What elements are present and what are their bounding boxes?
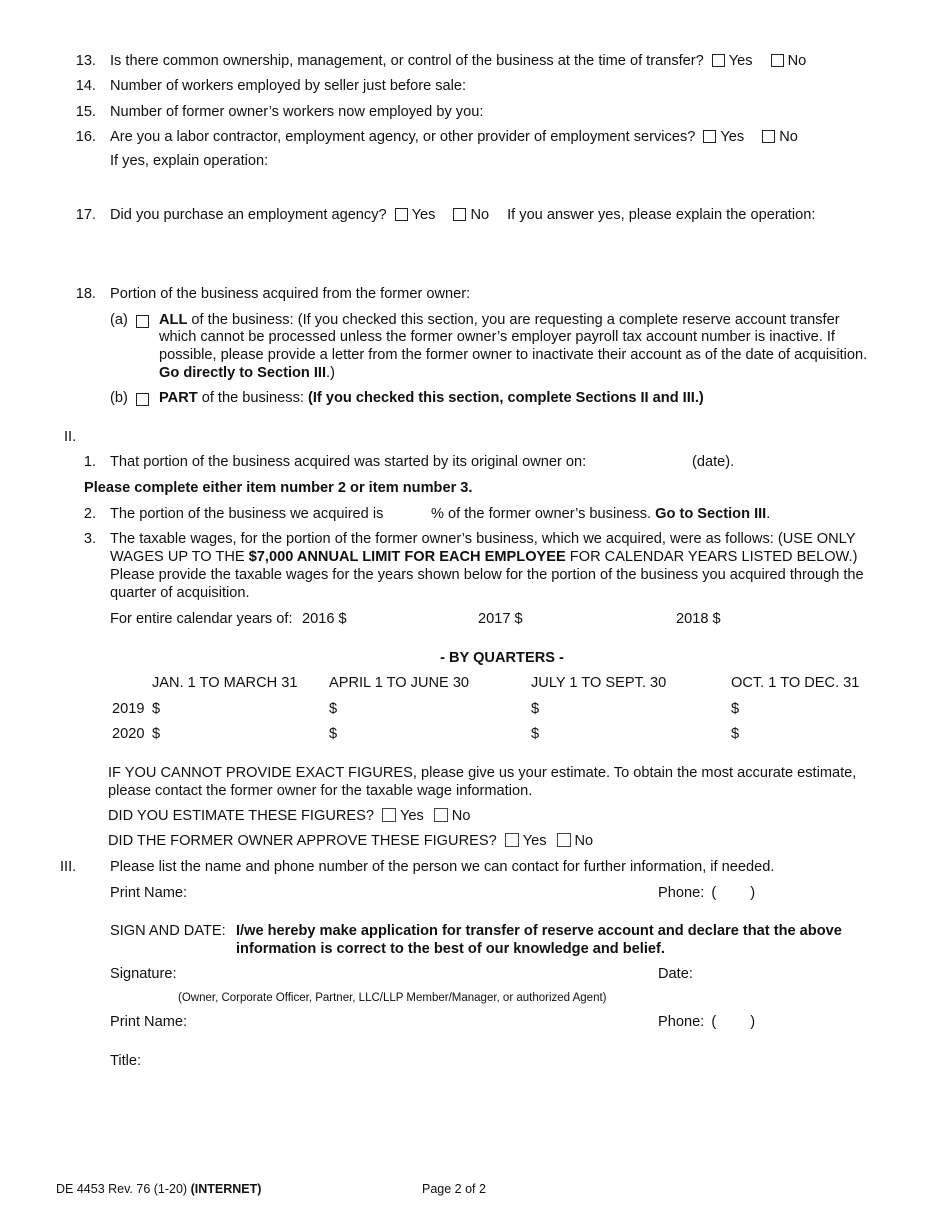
approve-no-checkbox[interactable] <box>557 833 571 847</box>
quarter-header-3: JULY 1 TO SEPT. 30 <box>531 675 667 691</box>
quarter-cell: $ <box>152 726 161 742</box>
q13-row <box>110 53 806 70</box>
quarter-row-year: 2019 <box>112 701 145 717</box>
q17-yes-checkbox[interactable] <box>395 208 408 221</box>
signature-label: Signature: <box>110 966 177 982</box>
s2-item2-text-a: The portion of the business we acquired is <box>110 506 384 522</box>
s2-item1-number: 1. <box>83 454 96 470</box>
approve-question-row <box>108 833 593 850</box>
s2-item3-line4: quarter of acquisition. <box>110 585 250 601</box>
q18b-instruction: (If you checked this section, complete Sections II and III.) <box>308 390 704 406</box>
q18a-line1 <box>159 312 840 329</box>
approve-question-text: DID THE FORMER OWNER APPROVE THESE FIGURES? <box>108 833 497 849</box>
q18a-line4 <box>159 365 335 382</box>
q13-number: 13. <box>75 53 96 69</box>
q18a-line1-text: of the business: (If you checked this section, you are requesting a complete reserve account transfer <box>187 312 840 328</box>
quarter-header-2: APRIL 1 TO JUNE 30 <box>329 675 470 691</box>
quarter-header-1: JAN. 1 TO MARCH 31 <box>152 675 298 691</box>
s2-item1-date-label: (date). <box>692 454 735 470</box>
quarter-cell: $ <box>329 726 338 742</box>
quarter-cell: $ <box>152 701 161 717</box>
q16-yes-label: Yes <box>720 129 745 145</box>
estimate-yes-label: Yes <box>399 808 424 824</box>
q17-text: Did you purchase an employment agency? <box>110 207 387 223</box>
section3-text: Please list the name and phone number of the person we can contact for further information, if needed. <box>110 859 775 875</box>
contact-print-name-label: Print Name: <box>110 885 188 901</box>
q16-no-checkbox[interactable] <box>762 130 775 143</box>
q18-text: Portion of the business acquired from the former owner: <box>110 286 471 302</box>
title-label: Title: <box>110 1053 142 1069</box>
calendar-label: For entire calendar years of: <box>110 611 293 627</box>
quarters-title: - BY QUARTERS - <box>440 650 564 666</box>
sign-declaration-line1: I/we hereby make application for transfer of reserve account and declare that the above <box>236 923 842 939</box>
s2-item3-line2-a: WAGES UP TO THE <box>110 549 249 565</box>
estimate-no-label: No <box>451 808 471 824</box>
q18b-text: of the business: <box>197 390 308 406</box>
signer-phone-paren-open: ( <box>711 1014 717 1030</box>
q17-no-checkbox[interactable] <box>453 208 466 221</box>
signer-print-name-label: Print Name: <box>110 1014 188 1030</box>
sign-date-label: SIGN AND DATE: <box>110 923 226 939</box>
quarter-cell: $ <box>531 726 540 742</box>
q18a-go-section3: Go directly to Section III <box>159 365 327 381</box>
quarter-row-year: 2020 <box>112 726 145 742</box>
contact-phone-paren-close: ) <box>750 885 756 901</box>
q16-no-label: No <box>779 129 798 145</box>
s2-item2-go-section3: Go to Section III <box>655 506 767 522</box>
approve-yes-checkbox[interactable] <box>505 833 519 847</box>
q18a-line3: possible, please provide a letter from the former owner to inactivate their account as of the date of acquisition. <box>159 347 868 363</box>
section2-heading: II. <box>64 429 77 445</box>
calendar-2017: 2017 $ <box>478 611 523 627</box>
q13-no-checkbox[interactable] <box>771 54 784 67</box>
q13-no-label: No <box>787 53 807 69</box>
q14-text: Number of workers employed by seller just before sale: <box>110 78 467 94</box>
estimate-yes-checkbox[interactable] <box>382 808 396 822</box>
approve-yes-label: Yes <box>522 833 547 849</box>
calendar-2018: 2018 $ <box>676 611 721 627</box>
q17-row <box>110 207 815 224</box>
q16-text: Are you a labor contractor, employment agency, or other provider of employment services? <box>110 129 696 145</box>
s2-item3-line2 <box>110 549 857 566</box>
q17-explain-label: If you answer yes, please explain the operation: <box>507 207 816 223</box>
s2-item3-line3: Please provide the taxable wages for the years shown below for the portion of the business you acquired through the <box>110 567 864 583</box>
s2-item2-end: . <box>766 506 771 522</box>
footer-form-id <box>56 1181 261 1198</box>
quarter-cell: $ <box>731 726 740 742</box>
s2-item3-line1: The taxable wages, for the portion of the former owner’s business, which we acquired, were as follows: (USE ONLY <box>110 531 856 547</box>
calendar-2016: 2016 $ <box>302 611 347 627</box>
quarter-header-4: OCT. 1 TO DEC. 31 <box>731 675 860 691</box>
quarter-cell: $ <box>531 701 540 717</box>
q17-yes-label: Yes <box>411 207 436 223</box>
q18b-checkbox[interactable] <box>136 393 149 406</box>
contact-phone-label <box>658 885 755 902</box>
q13-yes-checkbox[interactable] <box>712 54 725 67</box>
footer-internet: (INTERNET) <box>190 1182 262 1196</box>
s2-instruction: Please complete either item number 2 or item number 3. <box>84 480 473 496</box>
footer-page-number: Page 2 of 2 <box>422 1182 486 1196</box>
s2-item2-row <box>431 506 770 523</box>
q16-row <box>110 129 798 146</box>
footer-form-number: DE 4453 Rev. 76 (1-20) <box>56 1182 188 1196</box>
s2-item3-limit: $7,000 ANNUAL LIMIT FOR EACH EMPLOYEE <box>248 549 566 565</box>
sign-declaration-line2: information is correct to the best of our knowledge and belief. <box>236 941 665 957</box>
contact-phone-text: Phone: <box>658 885 705 901</box>
estimate-note-line2: please contact the former owner for the taxable wage information. <box>108 783 533 799</box>
quarter-cell: $ <box>731 701 740 717</box>
estimate-question-text: DID YOU ESTIMATE THESE FIGURES? <box>108 808 374 824</box>
q18a-checkbox[interactable] <box>136 315 149 328</box>
contact-phone-paren-open: ( <box>711 885 717 901</box>
approve-no-label: No <box>574 833 594 849</box>
signer-phone-text: Phone: <box>658 1014 705 1030</box>
q18a-all: ALL <box>159 312 188 328</box>
q14-number: 14. <box>75 78 96 94</box>
estimate-no-checkbox[interactable] <box>434 808 448 822</box>
q18a-label: (a) <box>110 312 128 328</box>
signer-note: (Owner, Corporate Officer, Partner, LLC/LLP Member/Manager, or authorized Agent) <box>178 992 607 1004</box>
q13-text: Is there common ownership, management, or control of the business at the time of transfer? <box>110 53 704 69</box>
signer-phone-label <box>658 1014 755 1031</box>
section3-heading: III. <box>60 859 77 875</box>
quarter-cell: $ <box>329 701 338 717</box>
q17-number: 17. <box>75 207 96 223</box>
s2-item3-number: 3. <box>83 531 96 547</box>
q18b-row <box>159 390 704 407</box>
q16-yes-checkbox[interactable] <box>703 130 716 143</box>
q16-explain-label: If yes, explain operation: <box>110 153 269 169</box>
date-label: Date: <box>658 966 693 982</box>
q13-yes-label: Yes <box>728 53 753 69</box>
estimate-note-line1: IF YOU CANNOT PROVIDE EXACT FIGURES, please give us your estimate. To obtain the most accurate estimate, <box>108 765 857 781</box>
s2-item2-number: 2. <box>83 506 96 522</box>
signer-phone-paren-close: ) <box>750 1014 756 1030</box>
s2-item2-text-b: % of the former owner’s business. <box>431 506 652 522</box>
q18a-line2: which cannot be processed unless the former owner’s employer payroll tax account number is inactive. If <box>159 329 835 345</box>
q15-text: Number of former owner’s workers now employed by you: <box>110 104 484 120</box>
q15-number: 15. <box>75 104 96 120</box>
q18a-tail: .) <box>326 365 335 381</box>
s2-item1-text: That portion of the business acquired was started by its original owner on: <box>110 454 587 470</box>
q18b-part: PART <box>159 390 198 406</box>
q18b-label: (b) <box>110 390 128 406</box>
s2-item3-line2-b: FOR CALENDAR YEARS LISTED BELOW.) <box>565 549 858 565</box>
q17-no-label: No <box>470 207 490 223</box>
estimate-question-row <box>108 808 470 825</box>
q16-number: 16. <box>75 129 96 145</box>
q18-number: 18. <box>75 286 96 302</box>
